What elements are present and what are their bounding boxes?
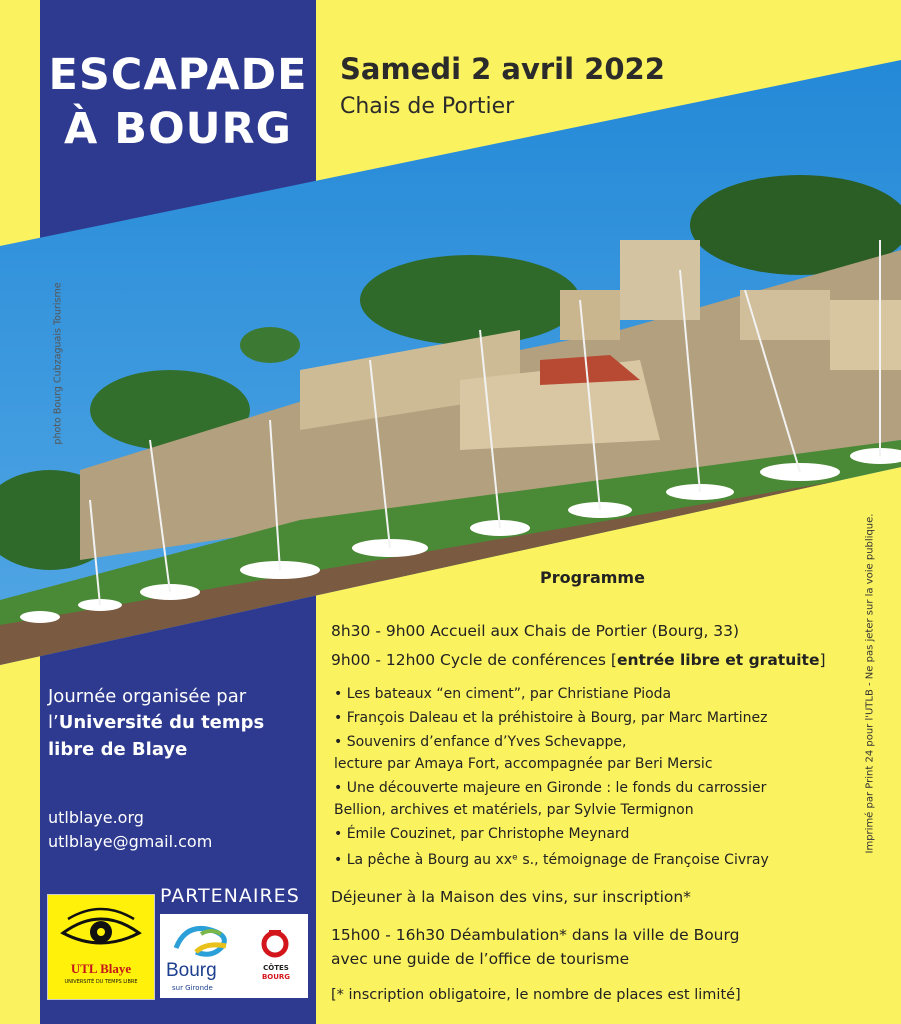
partners-title: PARTENAIRES xyxy=(160,885,300,907)
schedule-bold: entrée libre et gratuite xyxy=(616,651,820,669)
schedule-item xyxy=(331,651,826,669)
eye-icon xyxy=(48,895,154,965)
talk-item: • Souvenirs d’enfance d’Yves Schevappe, xyxy=(334,734,627,750)
talk-item: • Les bateaux “en ciment”, par Christiane Pioda xyxy=(334,686,672,702)
bourg-logo-tagline: sur Gironde xyxy=(172,984,213,992)
printer-note: Imprimé par Print 24 pour l'UTLB - Ne pas jeter sur la voie publique. xyxy=(864,513,876,854)
utl-logo-tagline: UNIVERSITÉ DU TEMPS LIBRE xyxy=(64,979,138,985)
event-date: Samedi 2 avril 2022 xyxy=(340,52,665,86)
talk-item: • La pêche à Bourg au xxᵉ s., témoignage de Françoise Civray xyxy=(334,852,769,868)
walk-item-detail: avec une guide de l’office de tourisme xyxy=(331,950,630,968)
organizer-name: Université du temps xyxy=(58,712,265,733)
talk-item: Bellion, archives et matériels, par Sylvie Termignon xyxy=(334,802,694,818)
programme-title: Programme xyxy=(540,568,645,587)
title-line-2: À BOURG xyxy=(64,104,292,154)
bourg-logo-name: Bourg xyxy=(166,960,217,981)
schedule-text-end: ] xyxy=(819,651,826,669)
talk-item: lecture par Amaya Fort, accompagnée par Beri Mersic xyxy=(334,756,713,772)
organizer-line-1: Journée organisée par xyxy=(48,686,247,707)
talk-item: • François Daleau et la préhistoire à Bourg, par Marc Martinez xyxy=(334,710,768,726)
event-venue: Chais de Portier xyxy=(340,94,515,119)
organizer-prefix: l’ xyxy=(48,712,59,733)
cotes-bourg-icon xyxy=(260,928,290,958)
photo-credit: photo Bourg Cubzaguais Tourisme xyxy=(52,282,64,445)
bourg-swirl-icon xyxy=(166,918,246,966)
cotes-logo-line2: BOURG xyxy=(261,973,291,981)
utl-blaye-logo xyxy=(47,894,155,1000)
email-link[interactable]: utlblaye@gmail.com xyxy=(48,832,213,851)
organizer-line-3: libre de Blaye xyxy=(48,739,188,760)
footnote: [* inscription obligatoire, le nombre de places est limité] xyxy=(331,987,741,1003)
walk-item: 15h00 - 16h30 Déambulation* dans la ville de Bourg xyxy=(331,926,740,944)
schedule-item: 8h30 - 9h00 Accueil aux Chais de Portier (Bourg, 33) xyxy=(331,622,740,640)
website-link[interactable]: utlblaye.org xyxy=(48,808,144,827)
organizer-line-2 xyxy=(48,712,264,733)
talk-item: • Une découverte majeure en Gironde : le fonds du carrossier xyxy=(334,780,767,796)
schedule-text: 9h00 - 12h00 Cycle de conférences [ xyxy=(331,651,617,669)
lunch-item: Déjeuner à la Maison des vins, sur inscription* xyxy=(331,888,691,906)
cotes-logo-line1: CÔTES xyxy=(263,964,289,972)
bourg-logo xyxy=(160,914,308,998)
talk-item: • Émile Couzinet, par Christophe Meynard xyxy=(334,826,630,842)
title-line-1: ESCAPADE xyxy=(48,50,308,100)
utl-logo-name: UTL Blaye xyxy=(70,961,132,976)
